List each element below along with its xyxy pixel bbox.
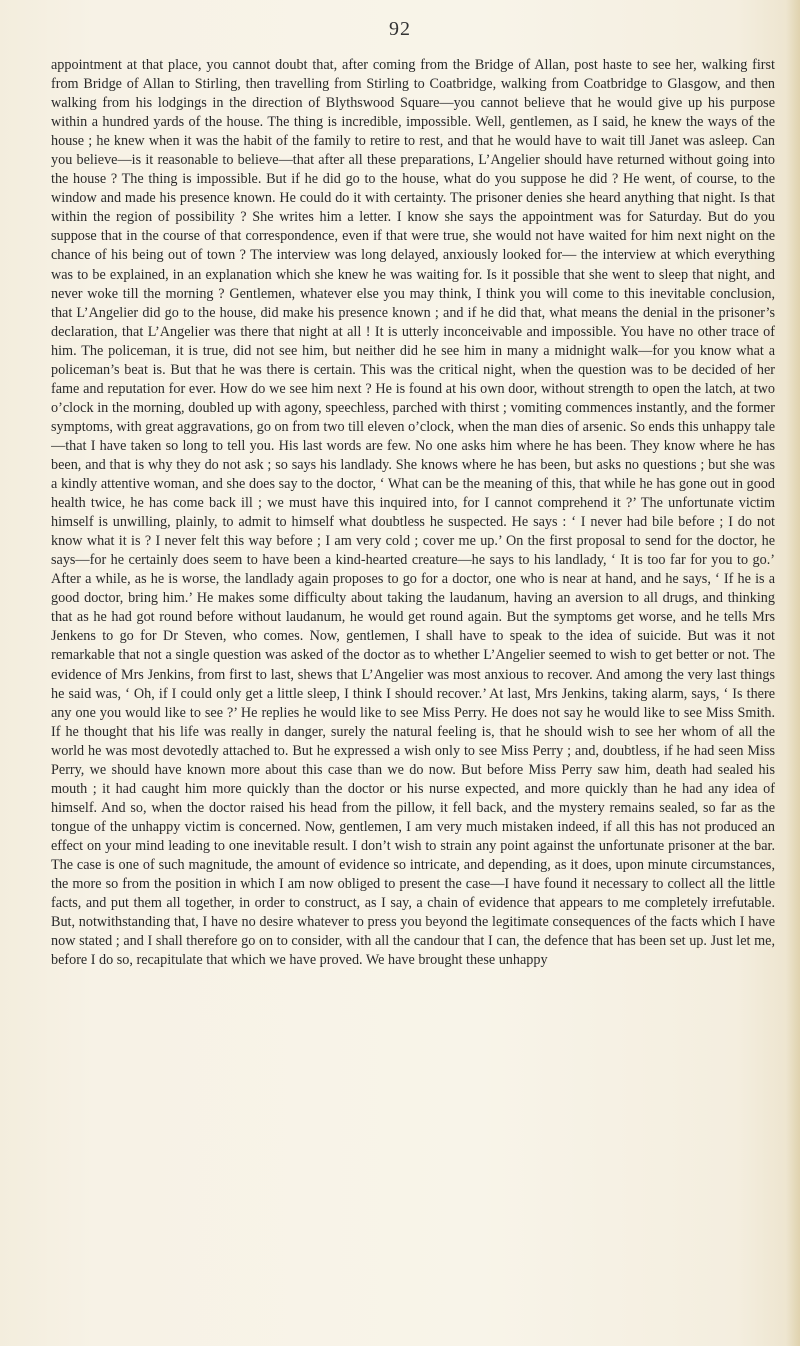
body-paragraph: appointment at that place, you cannot doubt that, after coming from the Bridge of Allan, post haste to see her, walking first from Bridge of Allan to Stirling, then travelling from Stirling to Coatbridge, walking from Coatbridge to Glasgow, and then walking from his lodgings in the direction of Blythswood Square—you cannot believe that he would give up his purpose within a hundred yards of the house. The thing is incredible, impossible. Well, gentlemen, as I said, he knew the ways of the house ; he knew when it was the habit of the family to retire to rest, and that he would have to wait till Janet was asleep. Can you believe—is it reasonable to believe—that after all these preparations, L’Angelier should have returned without going into the house ? The thing is impossible. But if he did go to the house, what do you suppose he did ? He went, of course, to the window and made his presence known. He could do it with certainty. The prisoner denies she heard anything that night. Is that within the region of possibility ? She writes him a letter. I know she says the appointment was for Saturday. But do you suppose that in the course of that correspondence, even if that were true, she would not have waited for him next night on the chance of his being out of town ? The interview was long delayed, anxiously looked for— the interview at which everything was to be explained, in an explanation which she knew he was waiting for. Is it possible that she went to sleep that night, and never woke till the morning ? Gentlemen, whatever else you may think, I think you will come to this inevitable conclusion, that L’Angelier did go to the house, did make his presence known ; and if he did that, what means the denial in the prisoner’s declaration, that L’Angelier was there that night at all ! It is utterly inconceivable and impossible. You have no other trace of him. The policeman, it is true, did not see him, but neither did he see him in many a midnight walk—for you know what a policeman’s beat is. But that he was there is certain. This was the critical night, when the question was to be decided of her fame and reputation for ever. How do we see him next ? He is found at his own door, without strength to open the latch, at two o’clock in the morning, doubled up with agony, speechless, parched with thirst ; vomiting commences instantly, and the former symptoms, with great aggravations, go on from two till eleven o’clock, when the man dies of arsenic. So ends this unhappy tale —that I have taken so long to tell you. His last words are few. No one asks him where he has been. They know where he has been, and that is why they do not ask ; so says his landlady. She knows where he has been, but asks no questions ; but she was a kindly attentive woman, and she does say to the doctor, ‘ What can be the meaning of this, that while he has gone out in good health twice, he has come back ill ; we must have this inquired into, for I cannot comprehend it ?’ The unfortunate victim himself is unwilling, plainly, to admit to himself what doubtless he suspected. He says : ‘ I never had bile before ; I do not know what it is ? I never felt this way before ; I am very cold ; cover me up.’ On the first proposal to send for the doctor, he says—for he certainly does seem to have been a kind-hearted creature—he says to his landlady, ‘ It is too far for you to go.’ After a while, as he is worse, the landlady again proposes to go for a doctor, one who is near at hand, and he says, ‘ If he is a good doctor, bring him.’ He makes some difficulty about taking the laudanum, having an aversion to all drugs, and thinking that as he had got round before without laudanum, he would get round again. But the symptoms get worse, and he tells Mrs Jenkens to go for Dr Steven, who comes. Now, gentlemen, I shall have to speak to the idea of suicide. But was it not remarkable that not a single question was asked of the doctor as to whether L’Angelier seemed to wish to get better or not. The evidence of Mrs Jenkins, from first to last, shews that L’Angelier was most anxious to recover. And among the very last things he said was, ‘ Oh, if I could only get a little sleep, I think I should recover.’ At last, Mrs Jenkins, taking alarm, says, ‘ Is there any one you would like to see ?’ He replies he would like to see Miss Perry. He does not say he would like to see Miss Smith. If he thought that his life was really in danger, surely the natural feeling is, that he should wish to see her whom of all the world he was most devotedly attached to. But he expressed a wish only to see Miss Perry ; and, doubtless, if he had seen Miss Perry, we should have known more about this case than we do now. But before Miss Perry saw him, death had sealed his mouth ; it had caught him more quickly than the doctor or his nurse expected, and more quickly than he had any idea of himself. And so, when the doctor raised his head from the pillow, it fell back, and the mystery remains sealed, so far as the tongue of the unhappy victim is concerned. Now, gentlemen, I am very much mistaken indeed, if all this has not produced an effect on your mind leading to one inevitable result. I don’t wish to strain any point against the unfortunate prisoner at the bar. The case is one of such magnitude, the amount of evidence so intricate, and depending, as it does, upon minute circumstances, the more so from the position in which I am now obliged to present the case—I have found it necessary to collect all the little facts, and put them all together, in order to construct, as I say, a chain of evidence that appears to me completely irrefutable. But, notwithstanding that, I have no desire whatever to press you beyond the legitimate consequences of the facts which I have now stated ; and I shall therefore go on to consider, with all the candour that I can, the defence that has been set up. Just let me, before I do so, recapitulate that which we have proved. We have brought these unhappy (51, 57, 775, 969)
page-edge-shadow (786, 0, 800, 1346)
page-number: 92 (389, 18, 411, 40)
